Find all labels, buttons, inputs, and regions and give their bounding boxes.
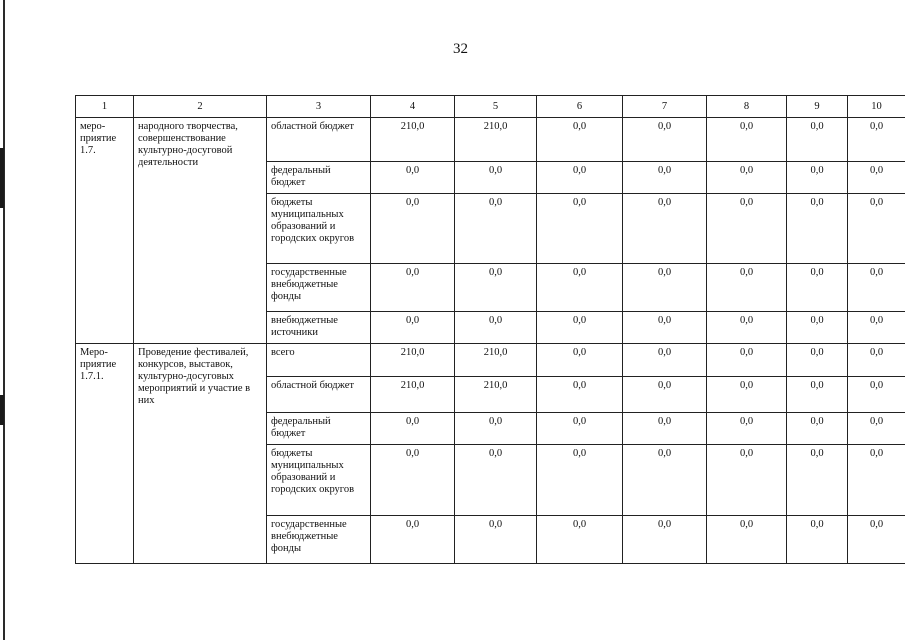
value-cell: 0,0 — [848, 377, 905, 413]
funding-source-cell: всего — [267, 344, 371, 377]
value-cell: 0,0 — [848, 413, 905, 445]
column-number-header: 10 — [848, 96, 905, 118]
value-cell: 0,0 — [707, 312, 787, 344]
value-cell: 0,0 — [707, 162, 787, 194]
value-cell: 0,0 — [623, 516, 707, 564]
page-number: 32 — [453, 41, 468, 57]
value-cell: 0,0 — [848, 344, 905, 377]
scan-edge-line — [3, 0, 5, 640]
value-cell: 0,0 — [848, 445, 905, 516]
value-cell: 0,0 — [537, 264, 623, 312]
value-cell: 0,0 — [787, 118, 848, 162]
value-cell: 0,0 — [455, 312, 537, 344]
value-cell: 0,0 — [537, 194, 623, 264]
value-cell: 210,0 — [455, 344, 537, 377]
value-cell: 0,0 — [787, 413, 848, 445]
funding-source-cell: федеральный бюджет — [267, 162, 371, 194]
value-cell: 0,0 — [455, 264, 537, 312]
value-cell: 0,0 — [707, 194, 787, 264]
value-cell: 0,0 — [787, 312, 848, 344]
funding-source-cell: федеральный бюджет — [267, 413, 371, 445]
value-cell: 0,0 — [787, 162, 848, 194]
value-cell: 0,0 — [707, 264, 787, 312]
column-number-header: 2 — [134, 96, 267, 118]
value-cell: 0,0 — [623, 445, 707, 516]
value-cell: 0,0 — [371, 264, 455, 312]
value-cell: 0,0 — [623, 118, 707, 162]
column-number-header: 3 — [267, 96, 371, 118]
header-row — [76, 96, 905, 118]
value-cell: 0,0 — [537, 344, 623, 377]
value-cell: 0,0 — [537, 312, 623, 344]
value-cell: 210,0 — [455, 377, 537, 413]
column-number-header: 5 — [455, 96, 537, 118]
value-cell: 0,0 — [848, 194, 905, 264]
value-cell: 0,0 — [455, 194, 537, 264]
activity-name-cell: Проведение фестивалей, конкурсов, выставок, культурно-досуговых мероприятий и участие в них — [134, 344, 267, 564]
funding-source-cell: государственные внебюджетные фонды — [267, 264, 371, 312]
value-cell: 0,0 — [623, 413, 707, 445]
funding-source-cell: внебюджетные источники — [267, 312, 371, 344]
value-cell: 0,0 — [707, 413, 787, 445]
value-cell: 0,0 — [848, 162, 905, 194]
value-cell: 0,0 — [537, 162, 623, 194]
value-cell: 210,0 — [371, 344, 455, 377]
value-cell: 0,0 — [623, 194, 707, 264]
value-cell: 0,0 — [455, 445, 537, 516]
table-row — [76, 118, 905, 162]
activity-name-cell: народного творчества, совершенствование культурно-досуговой деятельности — [134, 118, 267, 344]
funding-source-cell: бюджеты муниципальных образований и городских округов — [267, 445, 371, 516]
column-number-header: 9 — [787, 96, 848, 118]
column-number-header: 8 — [707, 96, 787, 118]
funding-source-cell: бюджеты муниципальных образований и городских округов — [267, 194, 371, 264]
value-cell: 0,0 — [787, 377, 848, 413]
value-cell: 0,0 — [455, 516, 537, 564]
value-cell: 0,0 — [455, 413, 537, 445]
activity-code-cell: меро- приятие 1.7. — [76, 118, 134, 344]
value-cell: 0,0 — [787, 344, 848, 377]
value-cell: 0,0 — [848, 312, 905, 344]
scan-edge-mark — [0, 148, 4, 208]
value-cell: 0,0 — [787, 445, 848, 516]
value-cell: 0,0 — [848, 264, 905, 312]
value-cell: 210,0 — [371, 118, 455, 162]
funding-source-cell: областной бюджет — [267, 118, 371, 162]
value-cell: 0,0 — [707, 516, 787, 564]
value-cell: 0,0 — [371, 516, 455, 564]
value-cell: 0,0 — [623, 264, 707, 312]
value-cell: 0,0 — [537, 377, 623, 413]
value-cell: 0,0 — [371, 194, 455, 264]
value-cell: 0,0 — [371, 312, 455, 344]
value-cell: 0,0 — [455, 162, 537, 194]
funding-source-cell: государственные внебюджетные фонды — [267, 516, 371, 564]
value-cell: 0,0 — [371, 162, 455, 194]
value-cell: 0,0 — [707, 377, 787, 413]
value-cell: 210,0 — [455, 118, 537, 162]
value-cell: 0,0 — [707, 118, 787, 162]
budget-table — [75, 95, 905, 564]
value-cell: 0,0 — [707, 344, 787, 377]
column-number-header: 7 — [623, 96, 707, 118]
column-number-header: 4 — [371, 96, 455, 118]
value-cell: 0,0 — [371, 413, 455, 445]
table-row — [76, 344, 905, 377]
activity-code-cell: Меро- приятие 1.7.1. — [76, 344, 134, 564]
value-cell: 0,0 — [623, 312, 707, 344]
value-cell: 0,0 — [537, 516, 623, 564]
value-cell: 0,0 — [537, 118, 623, 162]
scan-edge-mark — [0, 395, 4, 425]
value-cell: 0,0 — [787, 194, 848, 264]
value-cell: 0,0 — [537, 413, 623, 445]
value-cell: 0,0 — [371, 445, 455, 516]
funding-source-cell: областной бюджет — [267, 377, 371, 413]
value-cell: 0,0 — [707, 445, 787, 516]
value-cell: 0,0 — [623, 344, 707, 377]
value-cell: 0,0 — [537, 445, 623, 516]
value-cell: 0,0 — [787, 264, 848, 312]
value-cell: 0,0 — [848, 118, 905, 162]
value-cell: 0,0 — [623, 162, 707, 194]
value-cell: 0,0 — [623, 377, 707, 413]
column-number-header: 6 — [537, 96, 623, 118]
value-cell: 210,0 — [371, 377, 455, 413]
value-cell: 0,0 — [848, 516, 905, 564]
column-number-header: 1 — [76, 96, 134, 118]
value-cell: 0,0 — [787, 516, 848, 564]
